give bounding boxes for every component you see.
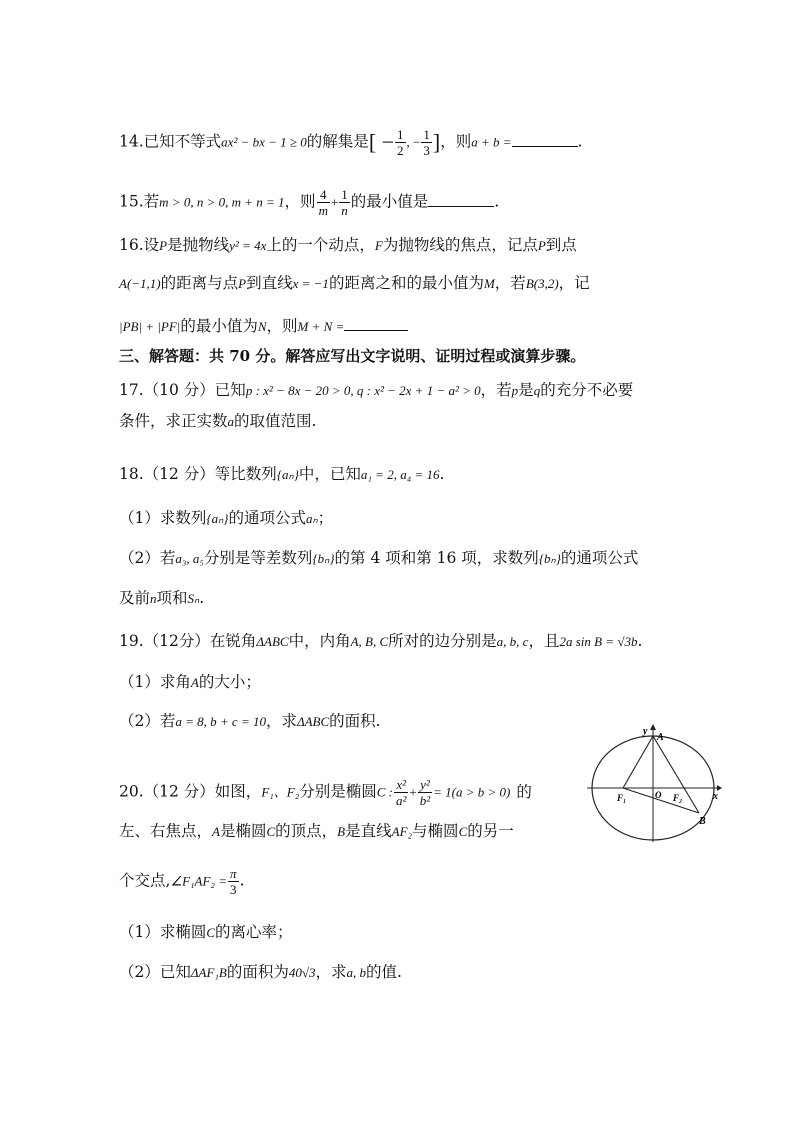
- q17-number: 17.: [119, 381, 144, 399]
- question-20-line-1: 20.（12 分）如图，F₁、F₂分别是椭圆C : $\frac{\text{x²}}{\text{a²}}$ + $\frac{\text{y²}}{\text{b²}}$ = 1(a > b > 0) 的: [119, 777, 532, 808]
- question-16-line-2: A(−1,1)的距离与点P到直线x = −1的距离之和的最小值为M，若B(3,2)，记: [119, 274, 590, 292]
- question-14: 14.已知不等式ax² − bx − 1 ≥ 0的解集是[ − $\frac{1}{2}$ , − $\frac{1}{3}$ ]，则a + b = .: [119, 127, 583, 158]
- label-f2: F₂: [673, 793, 683, 803]
- q15-frac-2: $\frac{1}{n}$: [341, 187, 348, 218]
- label-b: B: [699, 816, 706, 827]
- question-20-part-1: （1）求椭圆C的离心率；: [119, 923, 293, 941]
- question-20-part-2: （2）已知ΔAF₁B的面积为40√3，求a, b的值.: [119, 963, 402, 981]
- label-o: O: [655, 790, 662, 800]
- q14-interval: [ −: [368, 129, 395, 155]
- ellipse-figure: [585, 724, 725, 844]
- q16-number: 16.: [119, 236, 144, 254]
- question-20-line-2: 左、右焦点，A是椭圆C的顶点，B是直线AF₂与椭圆C的另一: [119, 822, 514, 840]
- question-18-part-1: （1）求数列{aₙ}的通项公式aₙ；: [119, 509, 334, 527]
- question-18-part-2: （2）若a₃, a₅分别是等差数列{bₙ}的第 4 项和第 16 项，求数列{bₙ}的通项公式: [119, 549, 639, 567]
- q14-frac-1: $\frac{1}{2}$: [397, 127, 404, 158]
- section-3-heading: 三、解答题：共 70 分。解答应写出文字说明、证明过程或演算步骤。: [119, 347, 586, 365]
- q19-number: 19.: [119, 632, 144, 650]
- label-a: A: [657, 732, 664, 743]
- question-16-line-3: |PB| + |PF|的最小值为N，则M + N =: [119, 315, 408, 338]
- label-x: x: [713, 791, 718, 802]
- q14-inequality: ax² − bx − 1 ≥ 0: [221, 134, 307, 150]
- q14-frac-2: $\frac{1}{3}$: [423, 127, 430, 158]
- label-y: y: [643, 726, 648, 737]
- q15-number: 15.: [119, 192, 144, 211]
- answer-blank: [344, 316, 408, 331]
- q18-number: 18.: [119, 465, 144, 483]
- question-16-line-1: 16.设P是抛物线y² = 4x上的一个动点，F为抛物线的焦点，记点P到点: [119, 236, 577, 254]
- question-19-part-2: （2）若a = 8, b + c = 10，求ΔABC的面积.: [119, 712, 381, 730]
- label-f1: F₁: [617, 793, 627, 803]
- question-18-line-1: 18.（12 分）等比数列{aₙ}中，已知a₁ = 2, a₄ = 16.: [119, 465, 445, 483]
- question-17-line-1: 17.（10 分）已知p : x² − 8x − 20 > 0, q : x² − 2x + 1 − a² > 0，若p是q的充分不必要: [119, 381, 634, 399]
- q14-number: 14.: [119, 132, 144, 151]
- question-19-part-1: （1）求角A的大小；: [119, 673, 261, 691]
- answer-blank: [428, 192, 494, 207]
- question-17-line-2: 条件，求正实数a的取值范围.: [119, 412, 317, 430]
- q15-frac-1: $\frac{4}{m}$: [318, 187, 328, 218]
- question-18-part-2-cont: 及前n项和Sₙ.: [119, 589, 205, 607]
- answer-blank: [512, 132, 578, 147]
- question-19-line-1: 19.（12分）在锐角ΔABC中，内角A, B, C所对的边分别是a, b, c，且2a sin B = √3b.: [119, 632, 643, 650]
- question-15: 15.若m > 0, n > 0, m + n = 1，则 $\frac{4}{m}$ + $\frac{1}{n}$ 的最小值是 .: [119, 187, 500, 218]
- y-axis-arrow: [650, 724, 656, 730]
- question-20-line-3: 个交点,∠F₁AF₂ = $\frac{\pi}{3}$ .: [119, 866, 245, 897]
- segment-a-f1: [623, 736, 653, 788]
- q20-number: 20.: [119, 782, 144, 801]
